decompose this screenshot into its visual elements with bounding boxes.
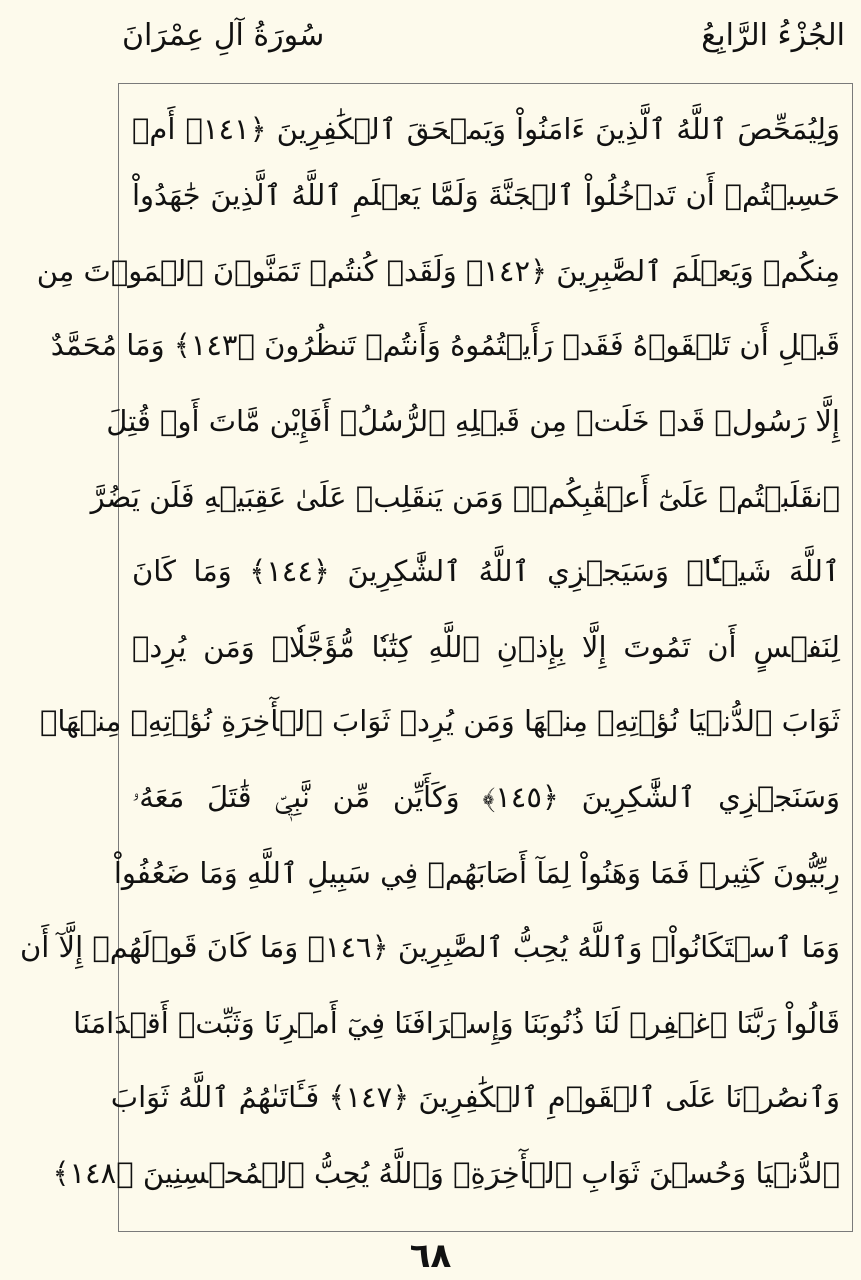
text-line-7: ٱللَّهَ شَيۡـٔٗاۗ وَسَيَجۡزِي ٱللَّهُ ٱلشَّٰكِرِينَ ﴿١٤٤﴾ وَمَا كَانَ [132, 554, 840, 588]
text-line-6: ٱنقَلَبۡتُمۡ عَلَىٰٓ أَعۡقَٰبِكُمۡۚ وَمَن يَنقَلِبۡ عَلَىٰ عَقِبَيۡهِ فَلَن يَضُرَّ [90, 480, 840, 514]
verse-lines [19, 90, 840, 1230]
text-line-13: قَالُواْ رَبَّنَا ٱغۡفِرۡ لَنَا ذُنُوبَنَا وَإِسۡرَافَنَا فِيٓ أَمۡرِنَا وَثَبِّتۡ أَقۡدَامَنَا [73, 1006, 840, 1040]
text-line-10: وَسَنَجۡزِي ٱلشَّٰكِرِينَ ﴿١٤٥﴾ وَكَأَيِّن مِّن نَّبِيّٖ قَٰتَلَ مَعَهُۥ [132, 780, 840, 814]
text-line-8: لِنَفۡسٍ أَن تَمُوتَ إِلَّا بِإِذۡنِ ٱللَّهِ كِتَٰبٗا مُّؤَجَّلٗاۗ وَمَن يُرِدۡ [132, 630, 840, 664]
surah-title: سُورَةُ آلِ عِمْرَانَ [122, 18, 325, 53]
text-line-12: وَمَا ٱسۡتَكَانُواْۗ وَٱللَّهُ يُحِبُّ ٱلصَّٰبِرِينَ ﴿١٤٦﴾ وَمَا كَانَ قَوۡلَهُمۡ إِلَّآ أَن [19, 930, 840, 964]
text-line-5: إِلَّا رَسُولٞ قَدۡ خَلَتۡ مِن قَبۡلِهِ ٱلرُّسُلُۚ أَفَإِيْن مَّاتَ أَوۡ قُتِلَ [106, 404, 840, 438]
text-line-2: حَسِبۡتُمۡ أَن تَدۡخُلُواْ ٱلۡجَنَّةَ وَلَمَّا يَعۡلَمِ ٱللَّهُ ٱلَّذِينَ جَٰهَدُواْ [132, 178, 840, 212]
text-line-4: قَبۡلِ أَن تَلۡقَوۡهُ فَقَدۡ رَأَيۡتُمُوهُ وَأَنتُمۡ تَنظُرُونَ ﴿١٤٣﴾ وَمَا مُحَمَّدٌ [50, 328, 840, 362]
text-line-11: رِبِّيُّونَ كَثِيرٞ فَمَا وَهَنُواْ لِمَآ أَصَابَهُمۡ فِي سَبِيلِ ٱللَّهِ وَمَا ضَعُفُواْ [113, 856, 840, 890]
juz-title: الجُزْءُ الرَّابِعُ [701, 18, 845, 53]
text-line-15: ٱلدُّنۡيَا وَحُسۡنَ ثَوَابِ ٱلۡأٓخِرَةِۗ وَٱللَّهُ يُحِبُّ ٱلۡمُحۡسِنِينَ ﴿١٤٨﴾ [52, 1156, 840, 1190]
page-number: ٦٨ [409, 1236, 452, 1276]
text-line-1: وَلِيُمَحِّصَ ٱللَّهُ ٱلَّذِينَ ءَامَنُواْ وَيَمۡحَقَ ٱلۡكَٰفِرِينَ ﴿١٤١﴾ أَمۡ [132, 112, 840, 146]
text-line-14: وَٱنصُرۡنَا عَلَى ٱلۡقَوۡمِ ٱلۡكَٰفِرِينَ ﴿١٤٧﴾ فَـَٔاتَىٰهُمُ ٱللَّهُ ثَوَابَ [110, 1080, 840, 1114]
page-header [118, 12, 853, 62]
text-line-9: ثَوَابَ ٱلدُّنۡيَا نُؤۡتِهِۦ مِنۡهَا وَمَن يُرِدۡ ثَوَابَ ٱلۡأٓخِرَةِ نُؤۡتِهِۦ مِنۡهَاۚ [39, 704, 840, 738]
text-line-3: مِنكُمۡ وَيَعۡلَمَ ٱلصَّٰبِرِينَ ﴿١٤٢﴾ وَلَقَدۡ كُنتُمۡ تَمَنَّوۡنَ ٱلۡمَوۡتَ مِن [36, 254, 840, 288]
